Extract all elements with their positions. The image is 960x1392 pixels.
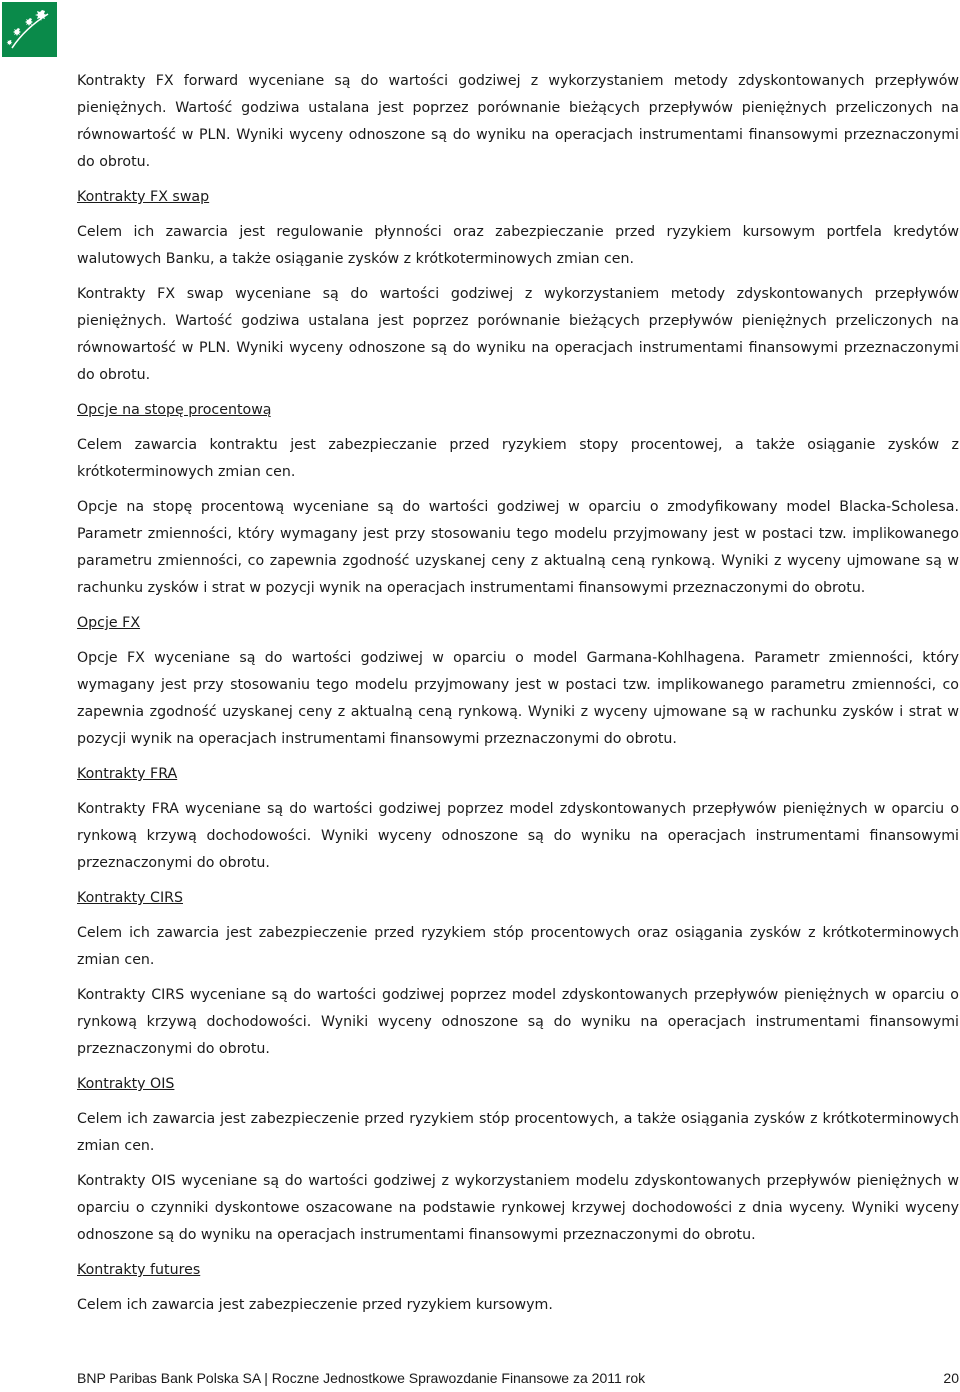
page-footer bbox=[77, 1370, 959, 1392]
paragraph-interest-rate-options-purpose: Celem zawarcia kontraktu jest zabezpieczanie przed ryzykiem stopy procentowej, a także osiąganie zysków z krótkoterminowych zmian cen. bbox=[77, 437, 959, 480]
heading-fx-options: Opcje FX bbox=[77, 615, 141, 631]
heading-interest-rate-options: Opcje na stopę procentową bbox=[77, 402, 272, 418]
paragraph-ois-purpose: Celem ich zawarcia jest zabezpieczenie przed ryzykiem stóp procentowych, a także osiągania zysków z krótkoterminowych zmian cen. bbox=[77, 1111, 959, 1154]
paragraph-cirs-purpose: Celem ich zawarcia jest zabezpieczenie przed ryzykiem stóp procentowych oraz osiągania zysków z krótkoterminowych zmian cen. bbox=[77, 925, 959, 968]
paragraph-fx-forward-valuation: Kontrakty FX forward wyceniane są do wartości godziwej z wykorzystaniem metody zdyskontowanych przepływów pieniężnych. Wartość godziwa ustalana jest poprzez porównanie bieżących przepływów pieniężnych przeliczonych na równowartość w PLN. Wyniki wyceny odnoszone są do wyniku na operacjach instrumentami finansowymi przeznaczonymi do obrotu. bbox=[77, 73, 959, 170]
paragraph-fx-swap-purpose: Celem ich zawarcia jest regulowanie płynności oraz zabezpieczanie przed ryzykiem kursowym portfela kredytów walutowych Banku, a także osiąganie zysków z krótkoterminowych zmian cen. bbox=[77, 224, 959, 267]
heading-fra: Kontrakty FRA bbox=[77, 766, 178, 782]
page-number: 20 bbox=[943, 1370, 959, 1386]
footer-text: BNP Paribas Bank Polska SA | Roczne Jednostkowe Sprawozdanie Finansowe za 2011 rok bbox=[77, 1370, 646, 1386]
paragraph-fx-options-valuation: Opcje FX wyceniane są do wartości godziwej w oparciu o model Garmana-Kohlhagena. Parametr zmienności, który wymagany jest przy stosowaniu tego modelu przyjmowany jest w postaci tzw. implikowanego parametru zmienności, co zapewnia zgodność uzyskanej ceny z aktualną ceną rynkową. Wyniki z wyceny ujmowane są w rachunku zysków i strat w pozycji wynik na operacjach instrumentami finansowymi przeznaczonymi do obrotu. bbox=[77, 650, 959, 747]
paragraph-fx-swap-valuation: Kontrakty FX swap wyceniane są do wartości godziwej z wykorzystaniem metody zdyskontowanych przepływów pieniężnych. Wartość godziwa ustalana jest poprzez porównanie bieżących przepływów pieniężnych przeliczonych na równowartość w PLN. Wyniki wyceny odnoszone są do wyniku na operacjach instrumentami finansowymi przeznaczonymi do obrotu. bbox=[77, 286, 959, 383]
paragraph-fra-valuation: Kontrakty FRA wyceniane są do wartości godziwej poprzez model zdyskontowanych przepływów pieniężnych w oparciu o rynkową krzywą dochodowości. Wyniki wyceny odnoszone są do wyniku na operacjach instrumentami finansowymi przeznaczonymi do obrotu. bbox=[77, 801, 959, 871]
paragraph-interest-rate-options-valuation: Opcje na stopę procentową wyceniane są do wartości godziwej w oparciu o zmodyfikowany model Blacka-Scholesa. Parametr zmienności, który wymagany jest przy stosowaniu tego modelu przyjmowany jest w postaci tzw. implikowanego parametru zmienności, co zapewnia zgodność uzyskanej ceny z aktualną ceną rynkową. Wyniki z wyceny ujmowane są w rachunku zysków i strat w pozycji wynik na operacjach instrumentami finansowymi przeznaczonymi do obrotu. bbox=[77, 499, 959, 596]
heading-futures: Kontrakty futures bbox=[77, 1262, 201, 1278]
paragraph-ois-valuation: Kontrakty OIS wyceniane są do wartości godziwej z wykorzystaniem modelu zdyskontowanych przepływów pieniężnych w oparciu o czynniki dyskontowe oszacowane na podstawie rynkowej krzywej dochodowości z dnia wyceny. Wyniki wyceny odnoszone są do wyniku na operacjach instrumentami finansowymi przeznaczonymi do obrotu. bbox=[77, 1173, 959, 1243]
bnp-paribas-stars-icon bbox=[2, 2, 57, 57]
document-body bbox=[77, 68, 959, 1319]
heading-ois: Kontrakty OIS bbox=[77, 1076, 175, 1092]
bnp-paribas-logo bbox=[2, 2, 57, 57]
heading-cirs: Kontrakty CIRS bbox=[77, 890, 183, 906]
paragraph-cirs-valuation: Kontrakty CIRS wyceniane są do wartości godziwej poprzez model zdyskontowanych przepływów pieniężnych w oparciu o rynkową krzywą dochodowości. Wyniki wyceny odnoszone są do wyniku na operacjach instrumentami finansowymi przeznaczonymi do obrotu. bbox=[77, 987, 959, 1057]
paragraph-futures-purpose: Celem ich zawarcia jest zabezpieczenie przed ryzykiem kursowym. bbox=[77, 1297, 553, 1313]
heading-fx-swap: Kontrakty FX swap bbox=[77, 189, 210, 205]
